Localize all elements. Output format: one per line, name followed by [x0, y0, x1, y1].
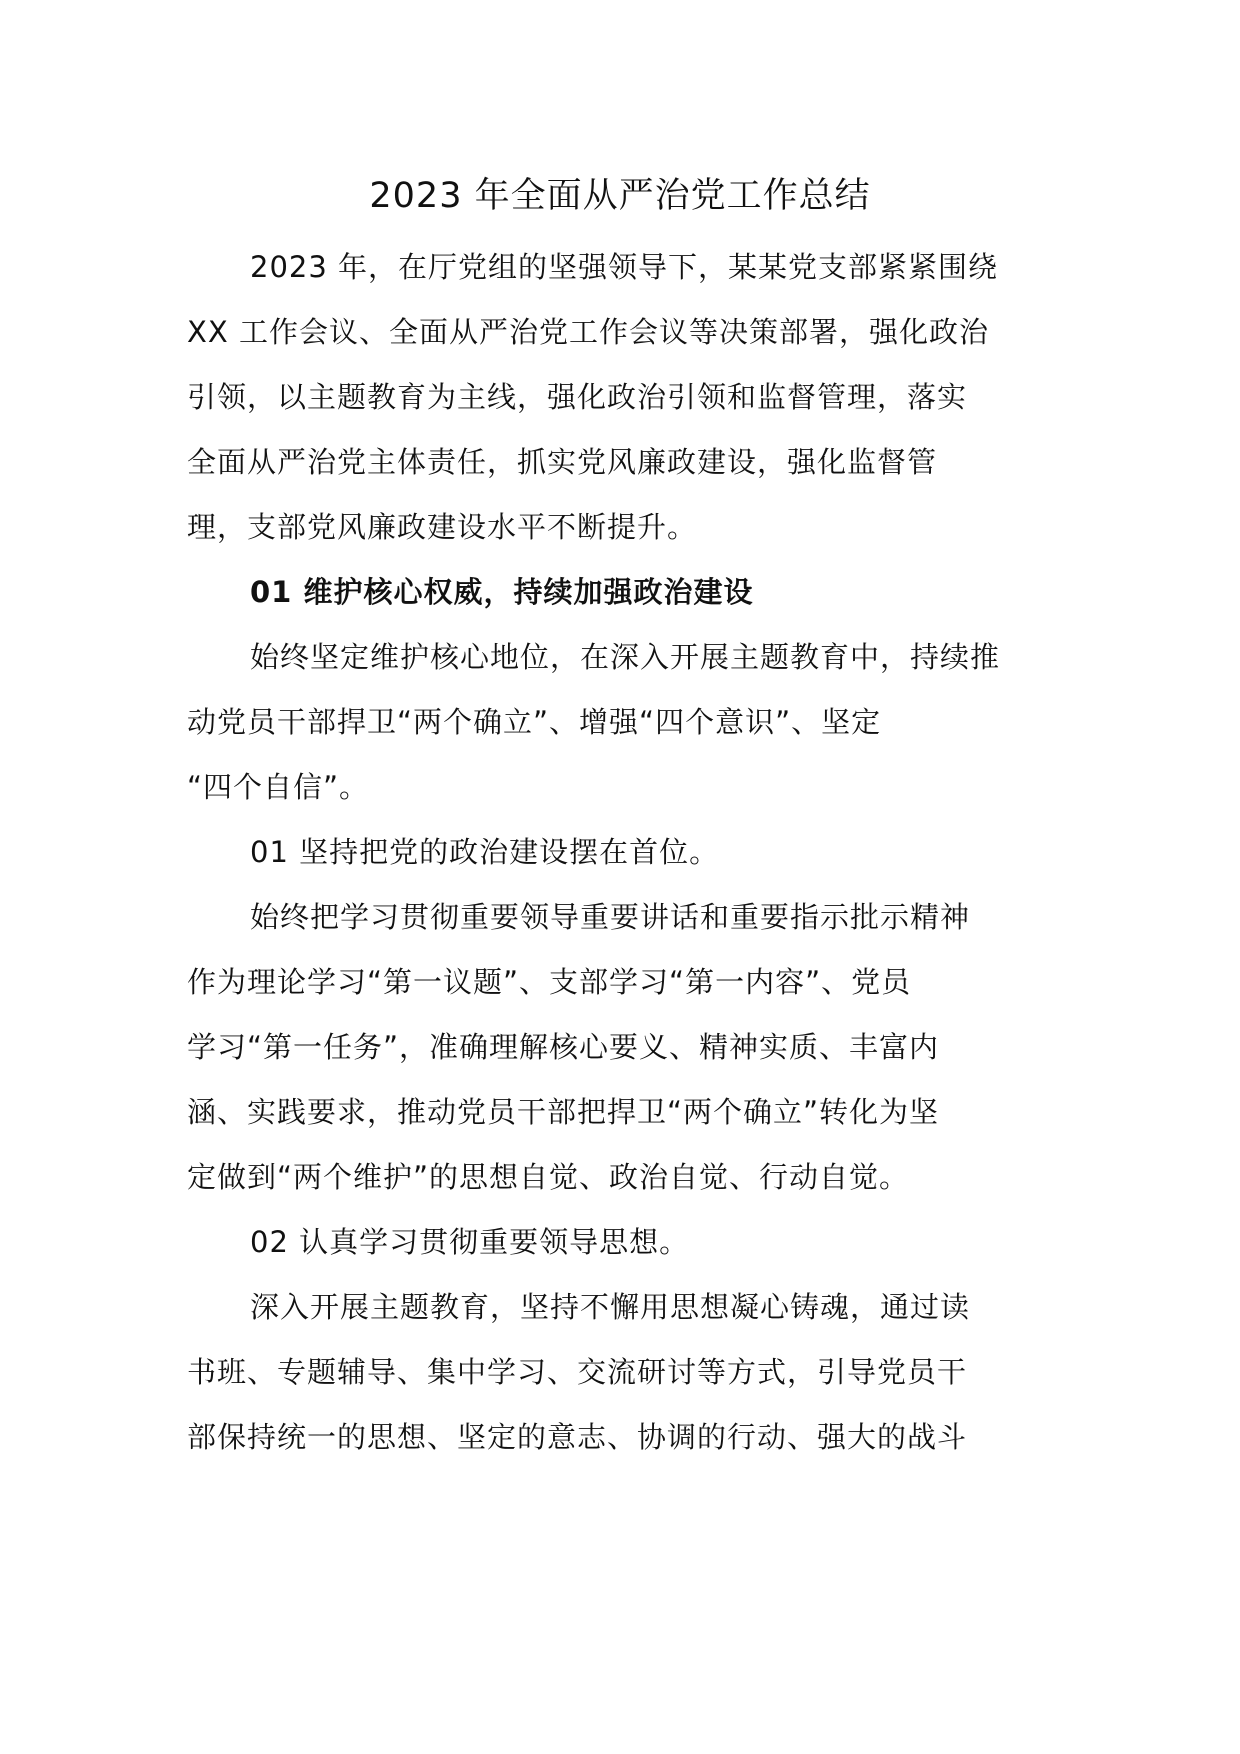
text-line: 作为理论学习“第一议题”、支部学习“第一内容”、党员	[187, 965, 912, 999]
subsection-heading	[187, 820, 1067, 885]
text-line: 部保持统一的思想、坚定的意志、协调的行动、强大的战斗	[187, 1420, 968, 1454]
text-line: 01 维护核心权威，持续加强政治建设	[250, 575, 754, 609]
text-line: “四个自信”。	[187, 770, 370, 804]
text-line: 01 坚持把党的政治建设摆在首位。	[250, 835, 720, 869]
subsection-heading	[187, 1210, 1067, 1275]
paragraph	[187, 885, 1067, 1210]
document-title: 2023 年全面从严治党工作总结	[369, 176, 871, 216]
paragraph	[187, 625, 1067, 820]
document-body	[187, 235, 1067, 1470]
text-line: 始终把学习贯彻重要领导重要讲话和重要指示批示精神	[250, 900, 971, 934]
text-line: 始终坚定维护核心地位，在深入开展主题教育中，持续推	[250, 640, 1001, 674]
text-line: XX 工作会议、全面从严治党工作会议等决策部署，强化政治	[187, 315, 989, 349]
paragraph-intro	[187, 235, 1067, 560]
text-line: 引领，以主题教育为主线，强化政治引领和监督管理，落实	[187, 380, 968, 414]
text-line: 理，支部党风廉政建设水平不断提升。	[187, 510, 698, 544]
paragraph	[187, 1275, 1067, 1470]
text-line: 学习“第一任务”，准确理解核心要义、精神实质、丰富内	[187, 1030, 940, 1064]
section-heading	[187, 560, 1067, 625]
text-line: 02 认真学习贯彻重要领导思想。	[250, 1225, 690, 1259]
text-line: 书班、专题辅导、集中学习、交流研讨等方式，引导党员干	[187, 1355, 968, 1389]
text-line: 深入开展主题教育，坚持不懈用思想凝心铸魂，通过读	[250, 1290, 971, 1324]
text-line: 动党员干部捍卫“两个确立”、增强“四个意识”、坚定	[187, 705, 882, 739]
text-line: 全面从严治党主体责任，抓实党风廉政建设，强化监督管	[187, 445, 938, 479]
text-line: 涵、实践要求，推动党员干部把捍卫“两个确立”转化为坚	[187, 1095, 940, 1129]
text-line: 定做到“两个维护”的思想自觉、政治自觉、行动自觉。	[187, 1160, 910, 1194]
text-line: 2023 年，在厅党组的坚强领导下，某某党支部紧紧围绕	[250, 250, 999, 284]
